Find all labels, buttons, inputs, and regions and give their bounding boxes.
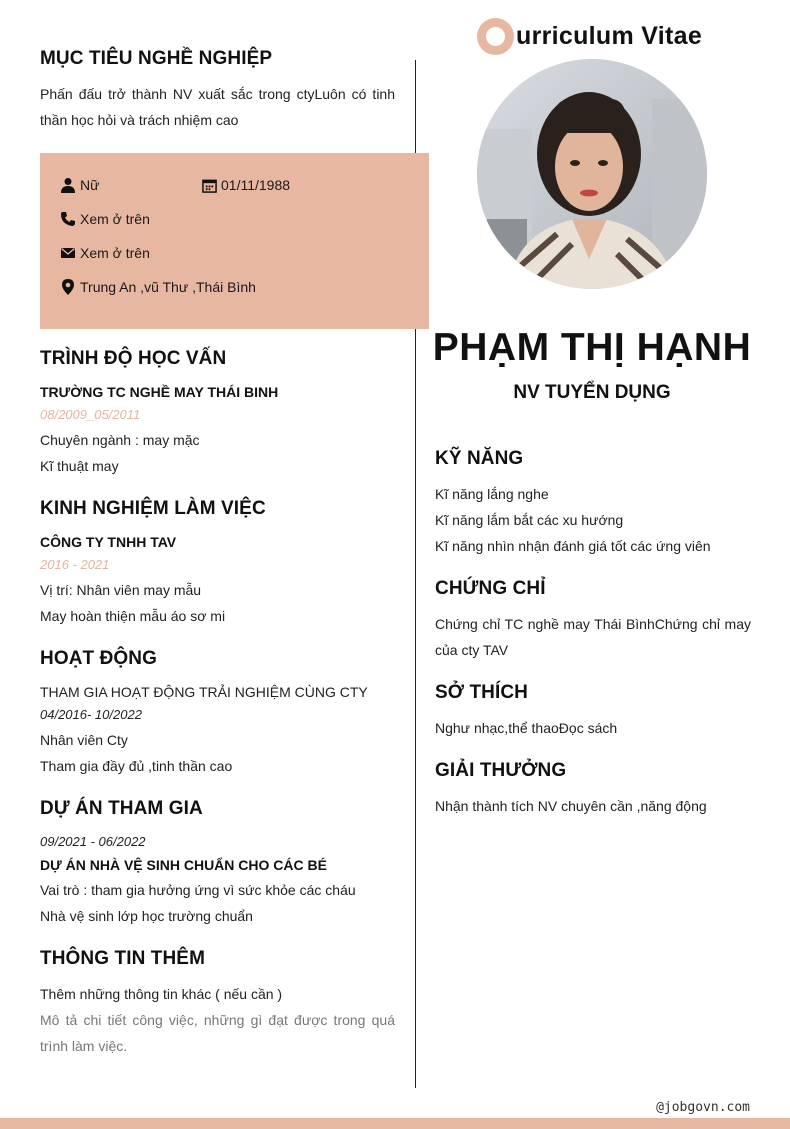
candidate-role: NV TUYỂN DỤNG: [513, 382, 671, 403]
address-row: [60, 278, 256, 296]
email-value: Xem ở trên: [80, 245, 150, 261]
activities-line-2: Tham gia đầy đủ ,tinh thần cao: [40, 758, 233, 774]
certificates-text: Chứng chỉ TC nghề may Thái BìnhChứng chỉ may của cty TAV: [435, 616, 751, 658]
experience-line-1: Vị trí: Nhân viên may mẫu: [40, 582, 202, 598]
projects-period: 09/2021 - 06/2022: [40, 834, 146, 849]
personal-info-box: [40, 153, 429, 329]
extra-note: Mô tả chi tiết công việc, những gì đạt được trong quá trình làm việc.: [40, 1012, 395, 1054]
experience-title: KINH NGHIỆM LÀM VIỆC: [40, 498, 266, 519]
cv-logo: [477, 18, 702, 55]
birthday-value: 01/11/1988: [221, 177, 291, 193]
email-row: [60, 245, 150, 261]
phone-value: Xem ở trên: [80, 211, 150, 227]
awards-text: Nhận thành tích NV chuyên cần ,năng động: [435, 798, 707, 814]
projects-line-2: Nhà vệ sinh lớp học trường chuẩn: [40, 908, 253, 924]
mail-icon: [60, 245, 76, 261]
education-period: 08/2009_05/2011: [40, 407, 141, 422]
objective-title: MỤC TIÊU NGHỀ NGHIỆP: [40, 48, 273, 69]
logo-c-mark: [477, 18, 514, 55]
avatar: [477, 59, 707, 289]
hobbies-title: SỞ THÍCH: [435, 682, 529, 703]
education-title: TRÌNH ĐỘ HỌC VẤN: [40, 348, 227, 369]
projects-title: DỰ ÁN THAM GIA: [40, 798, 203, 819]
person-icon: [60, 177, 76, 193]
skill-item-3: Kĩ năng nhìn nhận đánh giá tốt các ứng viên: [435, 538, 711, 554]
watermark: @jobgovn.com: [656, 1100, 750, 1115]
extra-title: THÔNG TIN THÊM: [40, 948, 205, 969]
activities-title: HOẠT ĐỘNG: [40, 648, 158, 669]
phone-icon: [60, 211, 76, 227]
education-line-2: Kĩ thuật may: [40, 458, 119, 474]
address-value: Trung An ,vũ Thư ,Thái Bình: [80, 279, 256, 295]
awards-title: GIẢI THƯỞNG: [435, 760, 567, 781]
education-line-1: Chuyên ngành : may mặc: [40, 432, 200, 448]
phone-row: [60, 211, 150, 227]
experience-line-2: May hoàn thiện mẫu áo sơ mi: [40, 608, 226, 624]
logo-text: urriculum Vitae: [516, 22, 703, 50]
projects-name: DỰ ÁN NHÀ VỆ SINH CHUẨN CHO CÁC BÉ: [40, 857, 327, 873]
skills-title: KỸ NĂNG: [435, 448, 524, 469]
avatar-photo: [477, 59, 707, 289]
hobbies-text: Nghư nhạc,thể thaoĐọc sách: [435, 720, 618, 736]
gender-value: Nữ: [80, 177, 100, 193]
skill-item-2: Kĩ năng lắm bắt các xu hướng: [435, 512, 624, 528]
activities-period: 04/2016- 10/2022: [40, 707, 142, 722]
activities-line-1: Nhân viên Cty: [40, 732, 128, 748]
extra-line: Thêm những thông tin khác ( nếu cần ): [40, 986, 283, 1002]
footer-bar: [0, 1118, 790, 1129]
gender-row: [60, 177, 99, 193]
candidate-name: PHẠM THỊ HẠNH: [432, 326, 752, 369]
birthday-row: [202, 177, 290, 193]
location-pin-icon: [60, 278, 76, 296]
certificates-title: CHỨNG CHỈ: [435, 578, 546, 599]
experience-period: 2016 - 2021: [40, 557, 110, 572]
objective-text: Phấn đấu trở thành NV xuất sắc trong ctyLuôn có tinh thần học hỏi và trách nhiệm cao: [40, 86, 395, 128]
calendar-icon: [202, 178, 217, 193]
education-school: TRƯỜNG TC NGHỀ MAY THÁI BINH: [40, 384, 279, 400]
skill-item-1: Kĩ năng lắng nghe: [435, 486, 549, 502]
experience-company: CÔNG TY TNHH TAV: [40, 534, 177, 550]
activities-name: THAM GIA HOẠT ĐỘNG TRẢI NGHIỆM CÙNG CTY: [40, 684, 368, 700]
projects-line-1: Vai trò : tham gia hưởng ứng vì sức khỏe các cháu: [40, 882, 356, 898]
